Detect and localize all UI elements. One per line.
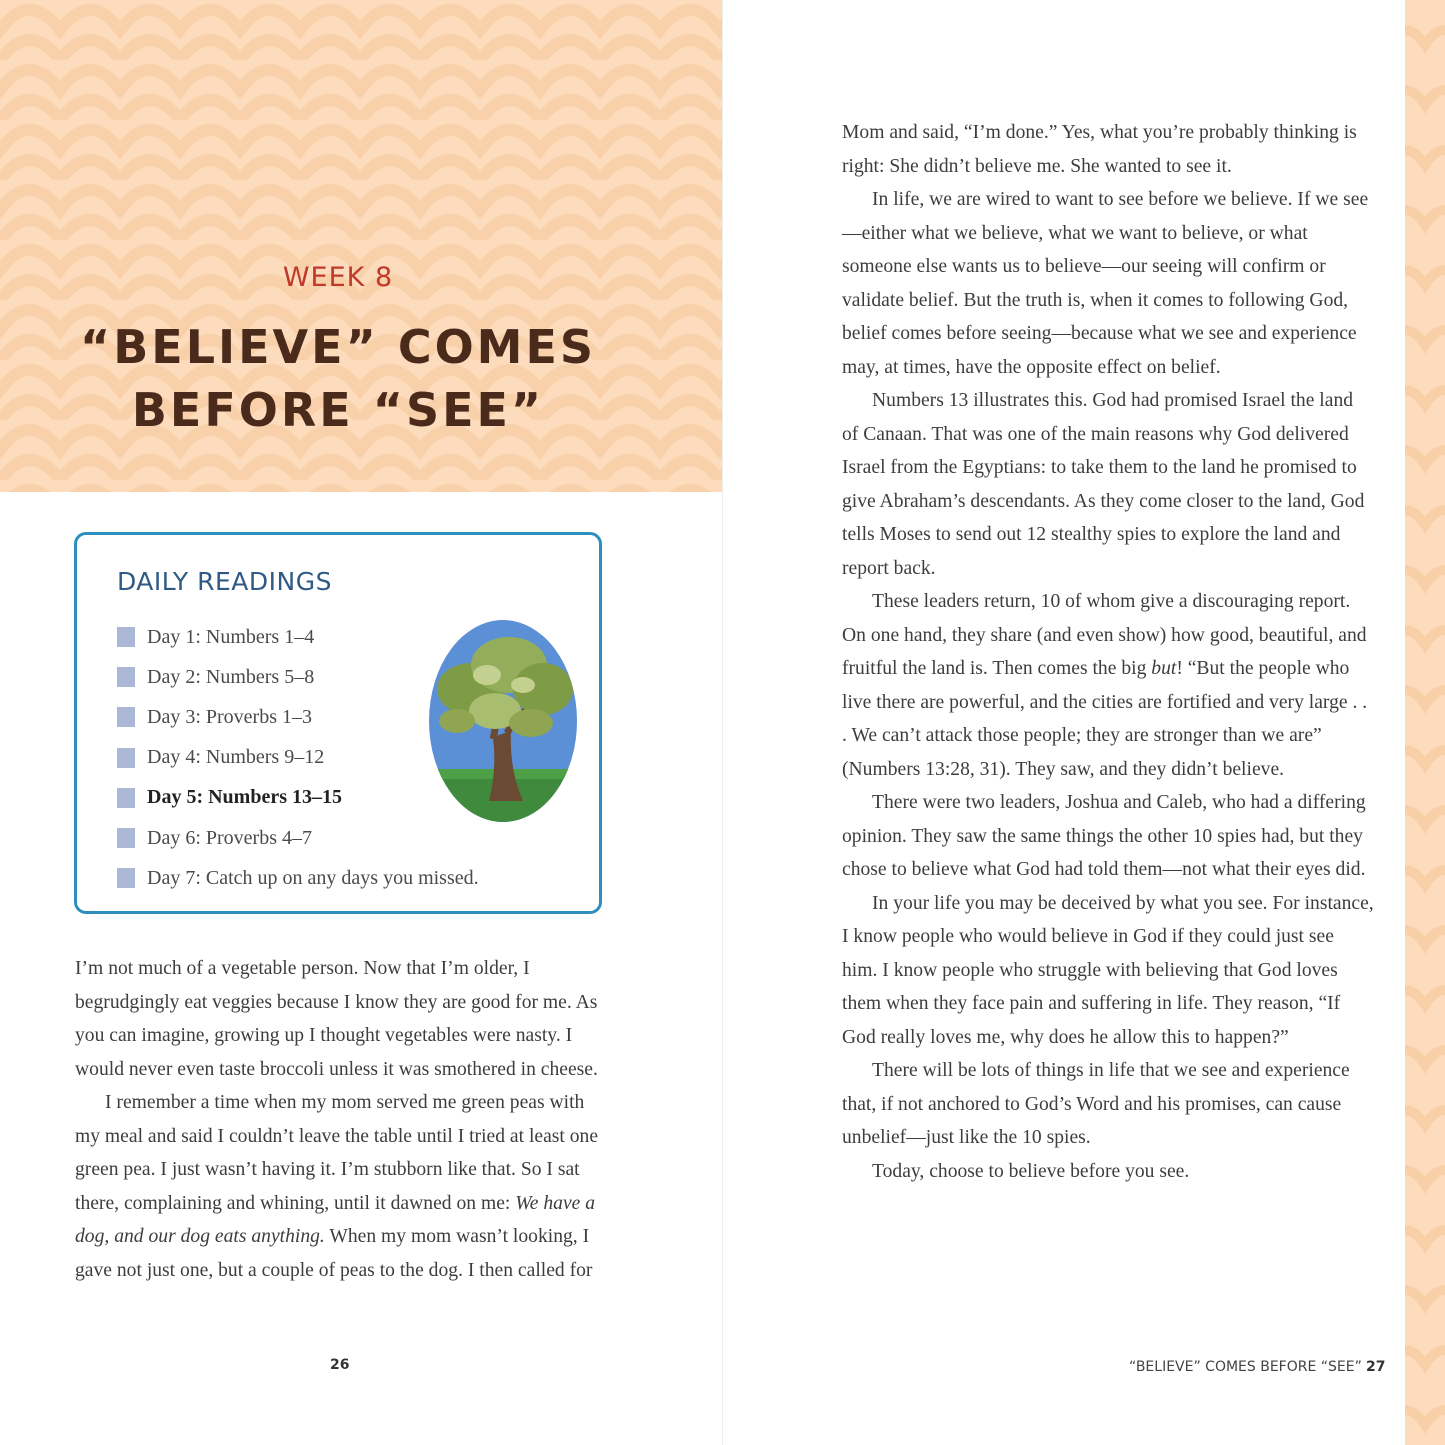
checkbox-square-icon[interactable] [117, 788, 135, 808]
olive-tree-circle-illustration [427, 619, 579, 823]
chapter-title-line-2: BEFORE “SEE” [131, 383, 545, 437]
checkbox-square-icon[interactable] [117, 627, 135, 647]
reading-item [117, 818, 479, 858]
reading-label: Day 4: Numbers 9–12 [147, 746, 325, 769]
paragraph [842, 585, 1374, 786]
paragraph: Mom and said, “I’m done.” Yes, what you’re probably thinking is right: She didn’t believe me. She wanted to see it. [842, 122, 1357, 177]
paragraph: There were two leaders, Joshua and Caleb, who had a differing opinion. They saw the same things the other 10 spies had, but they chose to believe what God had told them—not what their eyes did. [842, 792, 1366, 880]
paragraph: In your life you may be deceived by what you see. For instance, I know people who would believe in God if they could just see him. I know people who struggle with believing that God loves them when they face pain and suffering in life. They reason, “If God really loves me, why does he allow this to happen?” [842, 892, 1374, 1048]
paragraph-text: When my mom wasn’t looking, I gave not just one, but a couple of peas to the dog. I then called for [75, 1226, 593, 1281]
paragraph [75, 1086, 605, 1287]
page-number-left: 26 [330, 1357, 350, 1373]
paragraph-text: These leaders return, 10 of whom give a discouraging report. On one hand, they share (and even show) how good, beautiful, and fruitful the land is. Then comes the big [842, 591, 1367, 679]
reading-item [117, 738, 479, 778]
reading-label: Day 3: Proverbs 1–3 [147, 705, 312, 728]
reading-item [117, 697, 479, 737]
chapter-title [0, 316, 676, 442]
running-head: “BELIEVE” COMES BEFORE “SEE” [1129, 1359, 1362, 1375]
checkbox-square-icon[interactable] [117, 828, 135, 848]
page-gutter [722, 0, 723, 1445]
checkbox-square-icon[interactable] [117, 868, 135, 888]
paragraph: Today, choose to believe before you see. [872, 1160, 1190, 1182]
page-edge-stripe [1405, 0, 1445, 1445]
paragraph: In life, we are wired to want to see before we believe. If we see—either what we believe, what we want to believe, or what someone else wants us to believe—our seeing will confirm or validate belief. But the truth is, when it comes to following God, belief comes before seeing—because what we see and experience may, at times, have the opposite effect on belief. [842, 189, 1369, 378]
edge-wave-pattern [1405, 0, 1445, 1445]
reading-item [117, 617, 479, 657]
reading-item [117, 858, 479, 898]
checkbox-square-icon[interactable] [117, 707, 135, 727]
right-page-body [842, 116, 1374, 1188]
reading-label: Day 5: Numbers 13–15 [147, 786, 342, 809]
paragraph-text: ! “But the people who live there are powerful, and the cities are fortified and very large . . . We can’t attack those people; they are stronger than we are” (Numbers 13:28, 31). They saw, and they didn’t believe. [842, 658, 1368, 780]
page-number-right: 27 [1366, 1359, 1386, 1375]
checkbox-square-icon[interactable] [117, 748, 135, 768]
paragraph-italic-text: We have a dog, and our dog eats anything. [75, 1192, 596, 1247]
reading-checklist [117, 617, 479, 898]
daily-readings-heading: DAILY READINGS [117, 567, 332, 596]
reading-label: Day 2: Numbers 5–8 [147, 665, 315, 688]
daily-readings-box [74, 532, 602, 914]
reading-label: Day 6: Proverbs 4–7 [147, 826, 312, 849]
paragraph: There will be lots of things in life that we see and experience that, if not anchored to God’s Word and his promises, can cause unbelief—just like the 10 spies. [842, 1060, 1350, 1148]
chapter-title-line-1: “BELIEVE” COMES [79, 320, 597, 374]
reading-label: Day 7: Catch up on any days you missed. [147, 866, 479, 889]
paragraph: I’m not much of a vegetable person. Now that I’m older, I begrudgingly eat veggies because I know they are good for me. As you can imagine, growing up I thought vegetables were nasty. I would never even taste broccoli unless it was smothered in cheese. [75, 958, 598, 1080]
checkbox-square-icon[interactable] [117, 667, 135, 687]
reading-item [117, 657, 479, 697]
paragraph-text: I remember a time when my mom served me green peas with my meal and said I couldn’t leave the table until I tried at least one green pea. I just wasn’t having it. I’m stubborn like that. So I sat there, complaining and whining, until it dawned on me: [75, 1092, 599, 1214]
reading-label: Day 1: Numbers 1–4 [147, 625, 315, 648]
paragraph-italic-text: but [1151, 658, 1177, 679]
paragraph: Numbers 13 illustrates this. God had promised Israel the land of Canaan. That was one of the main reasons why God delivered Israel from the Egyptians: to take them to the land he promised to give Abraham’s descendants. As they come closer to the land, God tells Moses to send out 12 stealthy spies to explore the land and report back. [842, 390, 1365, 579]
week-label: WEEK 8 [282, 262, 394, 293]
chapter-header-band [0, 0, 722, 492]
reading-item [117, 778, 479, 818]
left-page-body [75, 952, 605, 1287]
